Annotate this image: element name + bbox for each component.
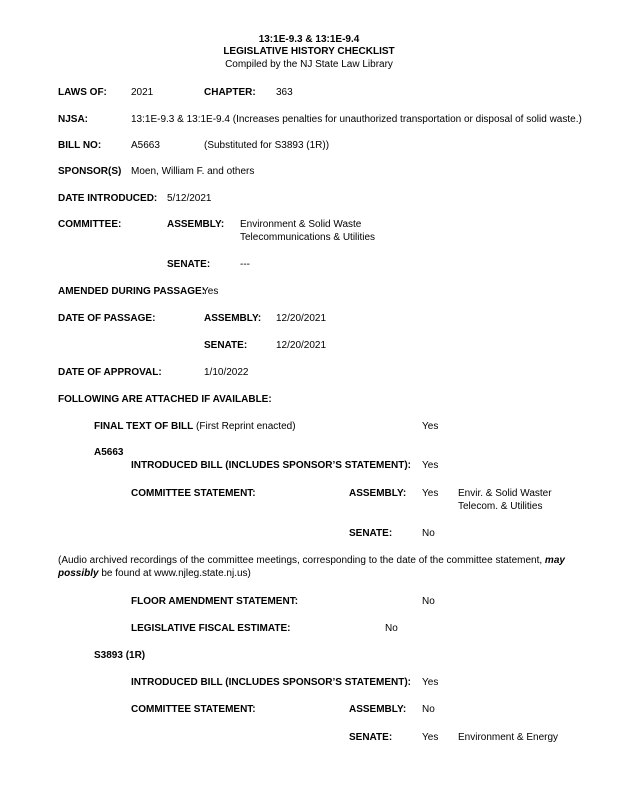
njsa-value: 13:1E-9.3 & 13:1E-9.4 (Increases penalties for unauthorized transportation or disposal of solid waste.) [131, 114, 582, 125]
committee-label: COMMITTEE: [58, 219, 122, 230]
floor-amendment-label: FLOOR AMENDMENT STATEMENT: [131, 596, 299, 607]
passage-label: DATE OF PASSAGE: [58, 313, 156, 324]
s3893-introduced-value: Yes [422, 677, 439, 688]
floor-amendment-value: No [422, 596, 435, 607]
chapter-value: 363 [276, 87, 293, 98]
audio-note-line1 [58, 555, 565, 567]
committee-assembly-line2: Telecommunications & Utilities [240, 232, 376, 243]
final-text-row [94, 421, 296, 433]
committee-assembly-label: ASSEMBLY: [167, 219, 225, 230]
audio-note-emph-possibly: possibly [58, 568, 99, 579]
audio-note-emph-may: may [544, 555, 565, 566]
a5663-assembly-committee-1: Envir. & Solid Waster [458, 488, 552, 499]
bill-no-label: BILL NO: [58, 140, 102, 151]
audio-note-text: (Audio archived recordings of the committee meetings, corresponding to the date of the committee statement, [58, 555, 545, 566]
passage-senate-label: SENATE: [204, 340, 248, 351]
doc-title-statute: 13:1E-9.3 & 13:1E-9.4 [258, 34, 360, 45]
passage-senate-value: 12/20/2021 [276, 340, 327, 351]
a5663-assembly-committee-2: Telecom. & Utilities [458, 501, 543, 512]
a5663-assembly-value: Yes [422, 488, 439, 499]
audio-note-line2 [58, 568, 251, 580]
chapter-label: CHAPTER: [204, 87, 256, 98]
fiscal-estimate-value: No [385, 623, 398, 634]
doc-title-checklist: LEGISLATIVE HISTORY CHECKLIST [223, 46, 395, 57]
amended-value: Yes [202, 286, 219, 297]
s3893-assembly-value: No [422, 704, 435, 715]
fiscal-estimate-label: LEGISLATIVE FISCAL ESTIMATE: [131, 623, 291, 634]
njsa-label: NJSA: [58, 114, 89, 125]
laws-of-label: LAWS OF: [58, 87, 107, 98]
sponsors-value: Moen, William F. and others [131, 166, 255, 177]
final-text-value: Yes [422, 421, 439, 432]
a5663-senate-value: No [422, 528, 435, 539]
approval-label: DATE OF APPROVAL: [58, 367, 162, 378]
attached-heading: FOLLOWING ARE ATTACHED IF AVAILABLE: [58, 394, 272, 405]
bill-no-value: A5663 [131, 140, 160, 151]
a5663-committee-label: COMMITTEE STATEMENT: [131, 488, 256, 499]
approval-value: 1/10/2022 [204, 367, 249, 378]
s3893-assembly-label: ASSEMBLY: [349, 704, 407, 715]
s3893-senate-label: SENATE: [349, 732, 393, 743]
audio-note-text-2: be found at www.njleg.state.nj.us) [98, 568, 251, 579]
committee-assembly-line1: Environment & Solid Waste [240, 219, 362, 230]
date-introduced-value: 5/12/2021 [167, 193, 212, 204]
a5663-assembly-label: ASSEMBLY: [349, 488, 407, 499]
final-text-label: FINAL TEXT OF BILL [94, 421, 194, 432]
final-text-note: (First Reprint enacted) [196, 421, 296, 432]
a5663-heading: A5663 [94, 447, 124, 458]
s3893-committee-label: COMMITTEE STATEMENT: [131, 704, 256, 715]
s3893-senate-committee: Environment & Energy [458, 732, 559, 743]
date-introduced-label: DATE INTRODUCED: [58, 193, 158, 204]
committee-senate-label: SENATE: [167, 259, 211, 270]
a5663-introduced-value: Yes [422, 460, 439, 471]
a5663-introduced-label: INTRODUCED BILL (INCLUDES SPONSOR’S STATEMENT): [131, 460, 411, 471]
sponsors-label: SPONSOR(S) [58, 166, 122, 177]
s3893-heading: S3893 (1R) [94, 650, 146, 661]
doc-subtitle-compiler: Compiled by the NJ State Law Library [225, 59, 393, 70]
s3893-introduced-label: INTRODUCED BILL (INCLUDES SPONSOR’S STATEMENT): [131, 677, 411, 688]
s3893-senate-value: Yes [422, 732, 439, 743]
laws-of-value: 2021 [131, 87, 154, 98]
amended-label: AMENDED DURING PASSAGE: [58, 286, 206, 297]
bill-no-substitution: (Substituted for S3893 (1R)) [204, 140, 330, 151]
committee-senate-value: --- [240, 259, 250, 270]
passage-assembly-value: 12/20/2021 [276, 313, 327, 324]
passage-assembly-label: ASSEMBLY: [204, 313, 262, 324]
a5663-senate-label: SENATE: [349, 528, 393, 539]
